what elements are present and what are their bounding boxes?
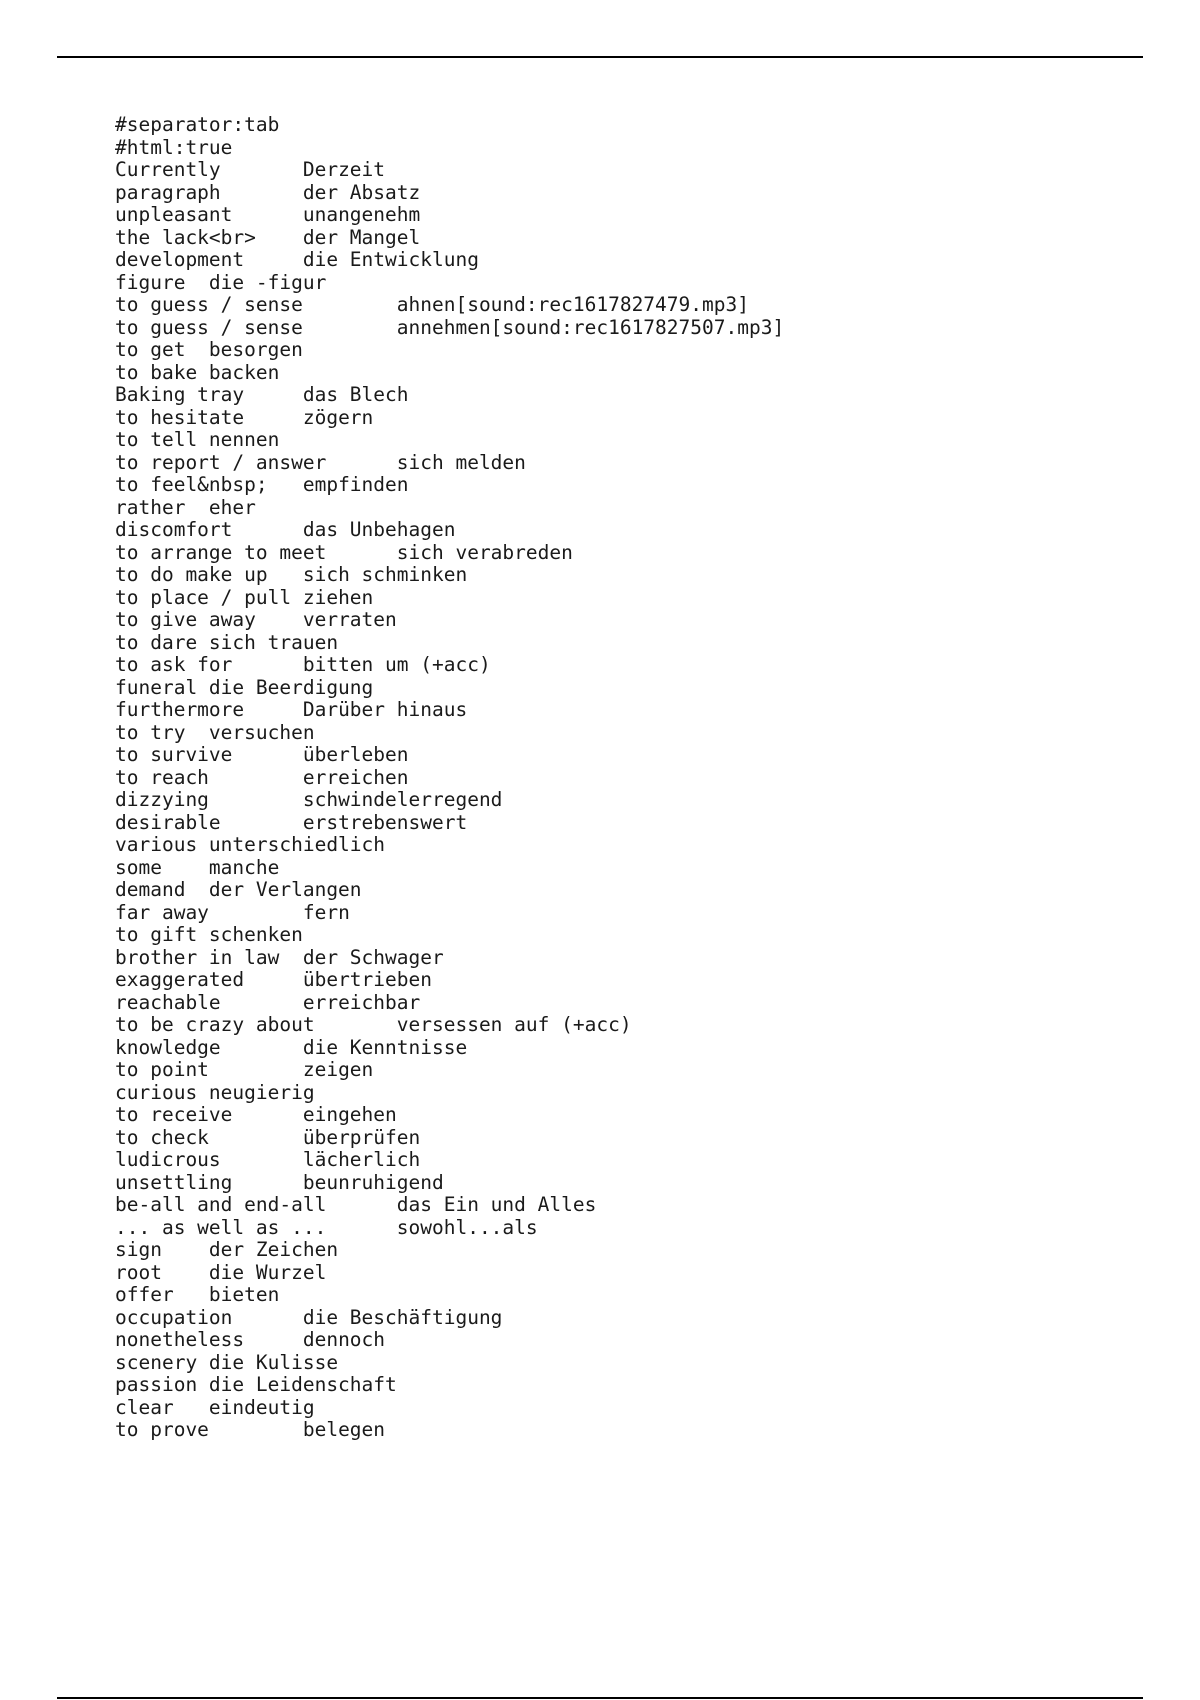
text-line: to ask for bitten um (+acc) — [115, 653, 491, 676]
text-line: to be crazy about versessen auf (+acc) — [115, 1013, 632, 1036]
text-line: figure die -figur — [115, 270, 327, 294]
text-line: be-all and end-all das Ein und Alles — [115, 1193, 597, 1216]
text-line: to arrange to meet sich verabreden — [115, 540, 573, 564]
text-line: funeral die Beerdigung — [115, 675, 374, 699]
text-line: #html:true — [115, 135, 233, 159]
footer-rule — [57, 1697, 1143, 1699]
text-line: to reach erreichen — [115, 765, 409, 789]
text-line: far away fern — [115, 900, 350, 924]
text-line: to guess / sense ahnen[sound:rec1617827479.mp3] — [115, 293, 749, 316]
text-line: #separator:tab — [115, 113, 280, 136]
text-line: to report / answer sich melden — [115, 450, 526, 474]
text-line: to feel&nbsp; empfinden — [115, 473, 409, 496]
text-line: sign der Zeichen — [115, 1238, 339, 1261]
text-line: to dare sich trauen — [115, 630, 339, 654]
text-line: to give away verraten — [115, 608, 397, 631]
text-line: occupation die Beschäftigung — [115, 1305, 503, 1329]
document-body — [115, 114, 784, 1442]
text-line: development die Entwicklung — [115, 248, 479, 271]
text-line: furthermore Darüber hinaus — [115, 698, 468, 721]
text-line: to receive eingehen — [115, 1103, 397, 1126]
text-line: to point zeigen — [115, 1058, 374, 1081]
text-line: knowledge die Kenntnisse — [115, 1035, 468, 1059]
text-line: nonetheless dennoch — [115, 1328, 386, 1351]
text-line: rather eher — [115, 495, 256, 519]
text-line: the lack<br> der Mangel — [115, 225, 421, 249]
text-line: ... as well as ... sowohl...als — [115, 1215, 538, 1239]
text-line: dizzying schwindelerregend — [115, 788, 503, 811]
text-line: to do make up sich schminken — [115, 563, 468, 586]
text-line: some manche — [115, 855, 280, 879]
text-line: Currently Derzeit — [115, 158, 386, 181]
text-line: exaggerated übertrieben — [115, 968, 432, 991]
text-line: discomfort das Unbehagen — [115, 518, 456, 541]
text-line: unsettling beunruhigend — [115, 1170, 444, 1194]
text-line: to survive überleben — [115, 743, 409, 766]
text-line: root die Wurzel — [115, 1260, 327, 1284]
text-line: curious neugierig — [115, 1080, 315, 1104]
text-line: to place / pull ziehen — [115, 585, 374, 609]
text-line: paragraph der Absatz — [115, 180, 421, 204]
text-line: reachable erreichbar — [115, 990, 421, 1014]
text-line: scenery die Kulisse — [115, 1350, 339, 1374]
text-line: to guess / sense annehmen[sound:rec1617827507.mp3] — [115, 315, 785, 339]
text-line: to try versuchen — [115, 720, 315, 744]
text-line: demand der Verlangen — [115, 878, 362, 901]
text-line: to tell nennen — [115, 428, 280, 451]
text-line: brother in law der Schwager — [115, 945, 444, 969]
header-rule — [57, 56, 1143, 58]
text-line: ludicrous lächerlich — [115, 1148, 421, 1171]
text-line: passion die Leidenschaft — [115, 1373, 397, 1396]
text-line: to bake backen — [115, 360, 280, 384]
text-line: to check überprüfen — [115, 1125, 421, 1149]
text-line: to gift schenken — [115, 923, 303, 946]
text-line: desirable erstrebenswert — [115, 810, 468, 834]
text-line: clear eindeutig — [115, 1395, 315, 1419]
text-line: to hesitate zögern — [115, 405, 374, 429]
text-line: Baking tray das Blech — [115, 383, 409, 406]
text-line: to get besorgen — [115, 338, 303, 361]
text-line: unpleasant unangenehm — [115, 203, 421, 226]
text-line: various unterschiedlich — [115, 833, 386, 856]
text-line: to prove belegen — [115, 1418, 386, 1441]
text-line: offer bieten — [115, 1283, 280, 1306]
